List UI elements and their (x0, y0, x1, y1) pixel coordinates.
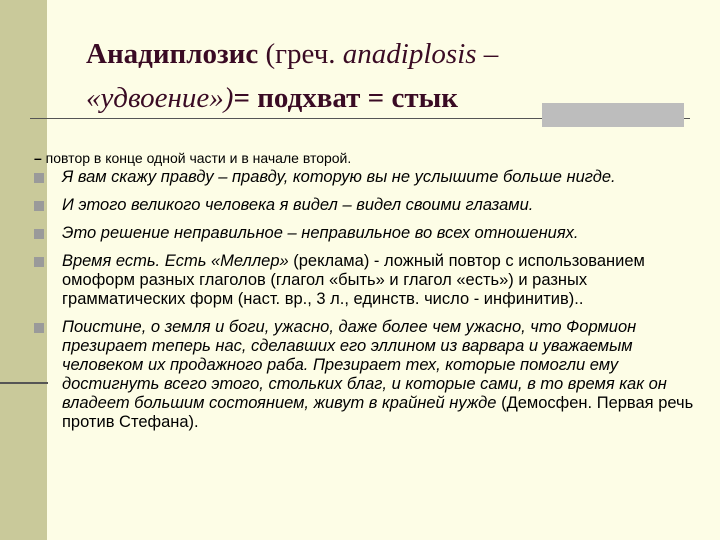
title-translation: «удвоение») (86, 82, 234, 114)
title-equation: = подхват = стык (233, 82, 458, 114)
example-italic-text: Время есть. Есть «Меллер» (62, 252, 289, 270)
square-bullet-icon (34, 201, 44, 211)
example-italic-text: Я вам скажу правду – правду, которую вы не услышите больше нигде. (62, 168, 616, 186)
example-plain-text: (реклама) - ложный повтор с использованием омоформ разных глаголов (глагол «быть» и глагол «есть») и разных грамматических форм (наст. вр., 3 л., единств. число - инфинитив).. (62, 252, 645, 308)
title-greek-label: (греч. (258, 38, 343, 70)
examples-list (34, 168, 694, 441)
square-bullet-icon (34, 323, 44, 333)
example-italic-text: Поистине, о земля и боги, ужасно, даже более чем ужасно, что Формион презирает теперь нас, сделавших его эллином из варвара и уважаемым человеком их продажного раба. Презирает тех, которые помогли ему достигнуть всего этого, стольких благ, и которые сами, в то время как он владеет большим состоянием, живут в крайней нужде (62, 318, 667, 412)
definition-intro (34, 149, 351, 167)
list-item (34, 224, 694, 243)
decorative-gray-block (542, 103, 684, 127)
intro-text: повтор в конце одной части и в начале второй. (41, 150, 352, 166)
example-italic-text: Это решение неправильное – неправильное во всех отношениях. (62, 224, 579, 242)
list-item (34, 318, 694, 432)
title-greek-word: anadiplosis (342, 38, 477, 70)
list-item (34, 168, 694, 187)
title-dash: – (476, 38, 499, 70)
list-item (34, 252, 694, 309)
example-italic-text: И этого великого человека я видел – видел своими глазами. (62, 196, 534, 214)
title-term: Анадиплозис (86, 38, 259, 70)
square-bullet-icon (34, 173, 44, 183)
list-item (34, 196, 694, 215)
intro-dash: – (34, 150, 42, 166)
example-plain-text: (Демосфен. Первая речь против Стефана). (62, 394, 694, 431)
square-bullet-icon (34, 257, 44, 267)
square-bullet-icon (34, 229, 44, 239)
